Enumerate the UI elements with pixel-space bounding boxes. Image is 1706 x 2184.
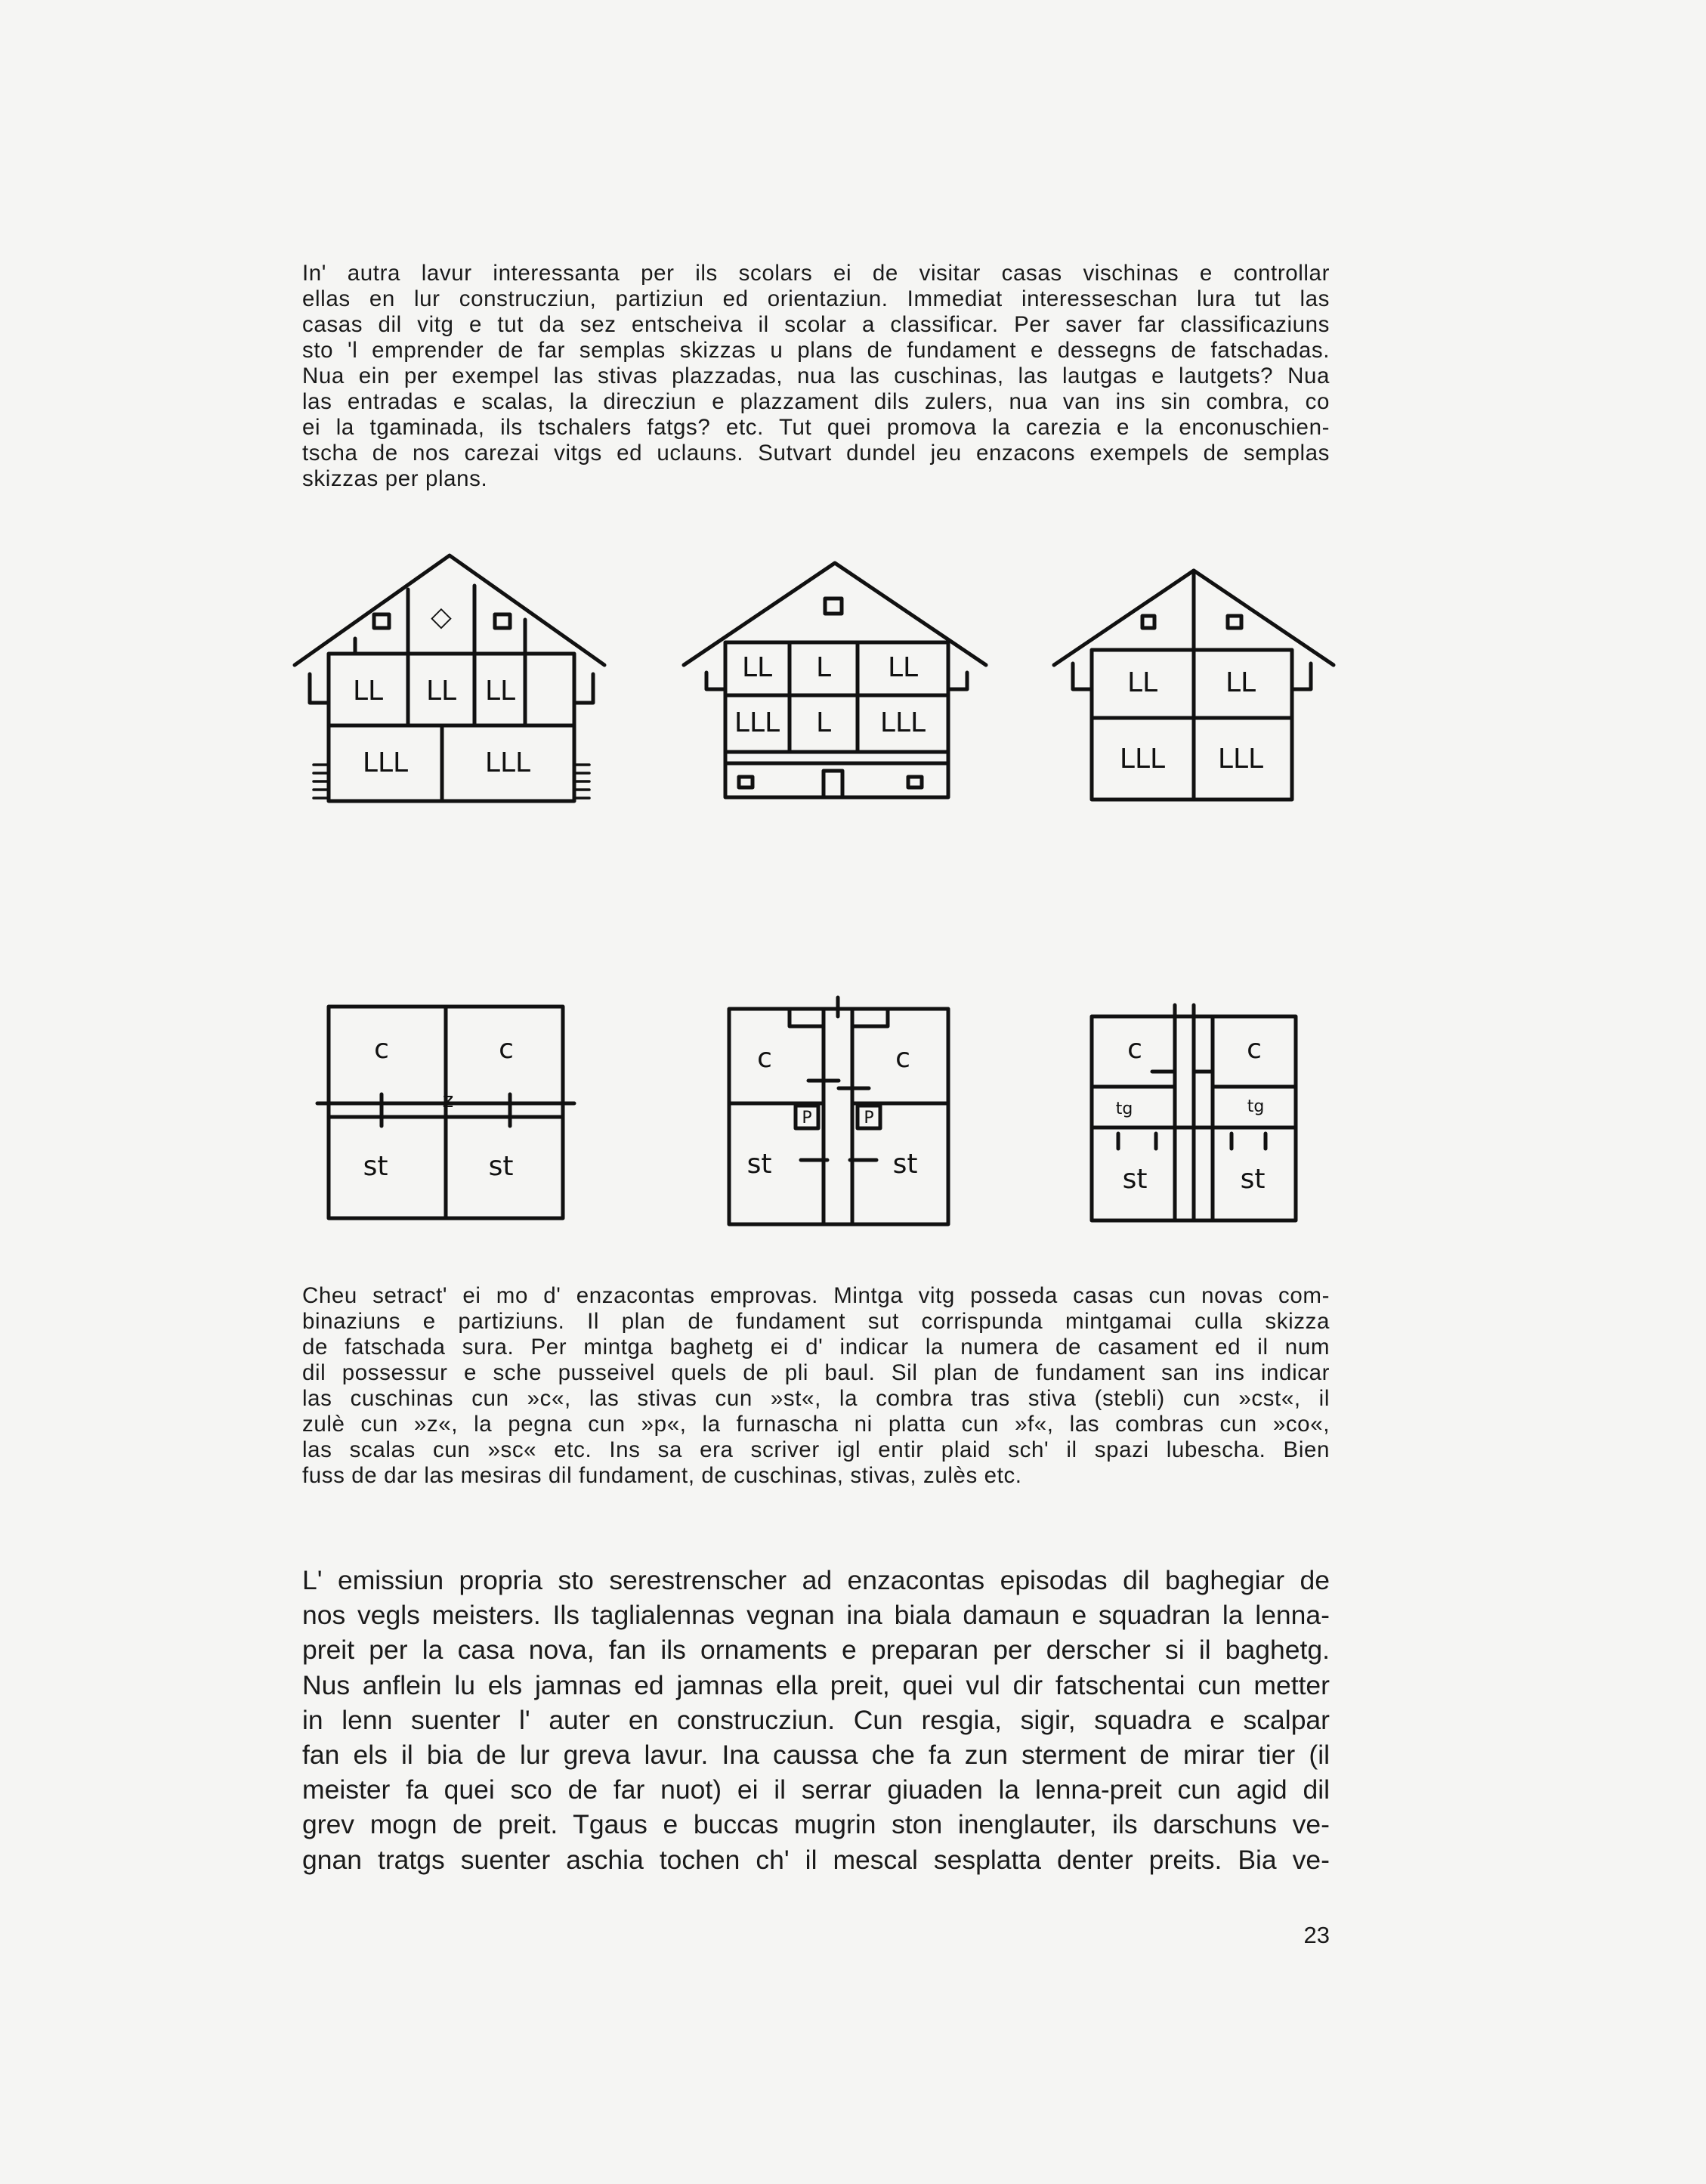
room-label-kitchen: c: [757, 1043, 772, 1074]
room-label-living-room: st: [746, 1149, 772, 1180]
room-label-tg: tg: [1115, 1100, 1133, 1118]
room-label-kitchen: c: [895, 1043, 910, 1074]
floor-plan-3: [1088, 998, 1307, 1232]
text-line: preit per la casa nova, fan ils ornaments e preparan per derscher si il baghetg.: [302, 1635, 1330, 1666]
text-line: nos vegls meisters. Ils taglialennas vegnan ina biala damaun e squadran la lenna-: [302, 1600, 1330, 1631]
window-group-label: LL: [887, 652, 919, 683]
room-label-living-room: st: [363, 1151, 388, 1182]
window-group-label: L: [815, 707, 832, 738]
text-line: las scalas cun »sc« etc. Ins sa era scriver igl entir plaid sch' il spazi lubescha. Bien: [302, 1437, 1330, 1462]
facade-sketch-2: [680, 552, 997, 809]
text-line: fan els il bia de lur greva lavur. Ina caussa che fa zun sterment de mirar tier (il: [302, 1740, 1330, 1771]
text-line: ei la tgaminada, ils tschalers fatgs? etc. Tut quei promova la carezia e la enconuschien-: [302, 415, 1330, 440]
room-label-living-room: st: [1122, 1164, 1148, 1195]
text-line: sto 'l emprender de far semplas skizzas u plans de fundament e dessegns de fatschadas.: [302, 338, 1330, 363]
text-line: meister fa quei sco de far nuot) ei il serrar giuaden la lenna-preit cun agid dil: [302, 1774, 1330, 1805]
text-line: zulè cun »z«, la pegna cun »p«, la furnascha ni platta cun »f«, las combras cun »co«,: [302, 1412, 1330, 1437]
window-group-label: LL: [741, 652, 773, 683]
window-group-label: LL: [352, 676, 384, 707]
room-label-kitchen: c: [1247, 1034, 1262, 1065]
floor-plan-1: [314, 998, 578, 1224]
room-label-kitchen: c: [374, 1034, 389, 1065]
room-label-living-room: st: [892, 1149, 918, 1180]
main-paragraph: [302, 1563, 1330, 1877]
window-group-label: LLL: [879, 707, 926, 738]
text-line: fuss de dar las mesiras dil fundament, de cuschinas, stivas, zulès etc.: [302, 1463, 1022, 1488]
window-group-label: LLL: [1119, 744, 1166, 775]
page-number: 23: [1303, 1922, 1330, 1948]
intro-paragraph: [302, 261, 1330, 492]
window-group-label: LLL: [484, 747, 531, 778]
window-group-label: LL: [484, 676, 516, 707]
text-line: las entradas e scalas, la direcziun e plazzament dils zulers, nua van ins sin combra, co: [302, 389, 1330, 414]
dormer-window-label: ◇: [431, 602, 452, 633]
window-group-label: LLL: [362, 747, 409, 778]
room-label-tg: tg: [1247, 1097, 1265, 1116]
caption-paragraph: [302, 1283, 1330, 1489]
text-line: grev mogn de preit. Tgaus e buccas mugrin ston inenglauter, ils darschuns ve-: [302, 1809, 1330, 1840]
facade-sketch-3: [1050, 559, 1337, 809]
text-line: skizzas per plans.: [302, 466, 488, 491]
text-line: In' autra lavur interessanta per ils scolars ei de visitar casas vischinas e controllar: [302, 261, 1330, 286]
room-label-living-room: st: [488, 1151, 514, 1182]
text-line: casas dil vitg e tut da sez entscheiva il scolar a classificar. Per saver far classificaziuns: [302, 312, 1330, 337]
text-line: L' emissiun propria sto serestrenscher ad enzacontas episodas dil baghegiar de: [302, 1565, 1330, 1595]
window-group-label: LLL: [734, 707, 780, 738]
window-group-label: LL: [1127, 667, 1158, 698]
stove-label: P: [864, 1109, 874, 1128]
stove-label: P: [802, 1109, 812, 1128]
facade-sketch-1: [287, 544, 620, 824]
room-label-kitchen: c: [499, 1034, 514, 1065]
window-group-label: LLL: [1217, 744, 1264, 775]
text-line: Cheu setract' ei mo d' enzacontas emprovas. Mintga vitg posseda casas cun novas com-: [302, 1283, 1330, 1308]
text-line: tscha de nos carezai vitgs ed uclauns. Sutvart dundel jeu enzacons exempels de semplas: [302, 441, 1330, 466]
text-line: de fatschada sura. Per mintga baghetg ei d' indicar la numera de casament ed il num: [302, 1335, 1330, 1360]
room-label-corridor: z: [442, 1087, 454, 1112]
text-line: in lenn suenter l' auter en construcziun. Cun resgia, sigir, squadra e scalpar: [302, 1704, 1330, 1735]
room-label-living-room: st: [1240, 1164, 1266, 1195]
text-line: Nua ein per exempel las stivas plazzadas, nua las cuschinas, las lautgas e lautgets? Nua: [302, 363, 1330, 388]
window-group-label: LL: [1225, 667, 1256, 698]
text-line: gnan tratgs suenter aschia tochen ch' il mescal sesplatta denter preits. Bia ve-: [302, 1844, 1330, 1875]
text-line: las cuschinas cun »c«, las stivas cun »st«, la combra tras stiva (stebli) cun »cst«, il: [302, 1386, 1330, 1411]
text-line: Nus anflein lu els jamnas ed jamnas ella preit, quei vul dir fatschentai cun metter: [302, 1669, 1330, 1700]
room-label-kitchen: c: [1127, 1034, 1142, 1065]
text-line: ellas en lur construcziun, partiziun ed orientaziun. Immediat interesseschan lura tut las: [302, 286, 1330, 311]
window-group-label: L: [815, 652, 832, 683]
window-group-label: LL: [425, 676, 457, 707]
text-line: binaziuns e partiziuns. Il plan de fundament sut corrispunda mintgamai culla skizza: [302, 1309, 1330, 1334]
floor-plan-2: [718, 998, 960, 1232]
text-line: dil possessur e sche pusseivel quels de pli baul. Sil plan de fundament san ins indicar: [302, 1360, 1330, 1385]
